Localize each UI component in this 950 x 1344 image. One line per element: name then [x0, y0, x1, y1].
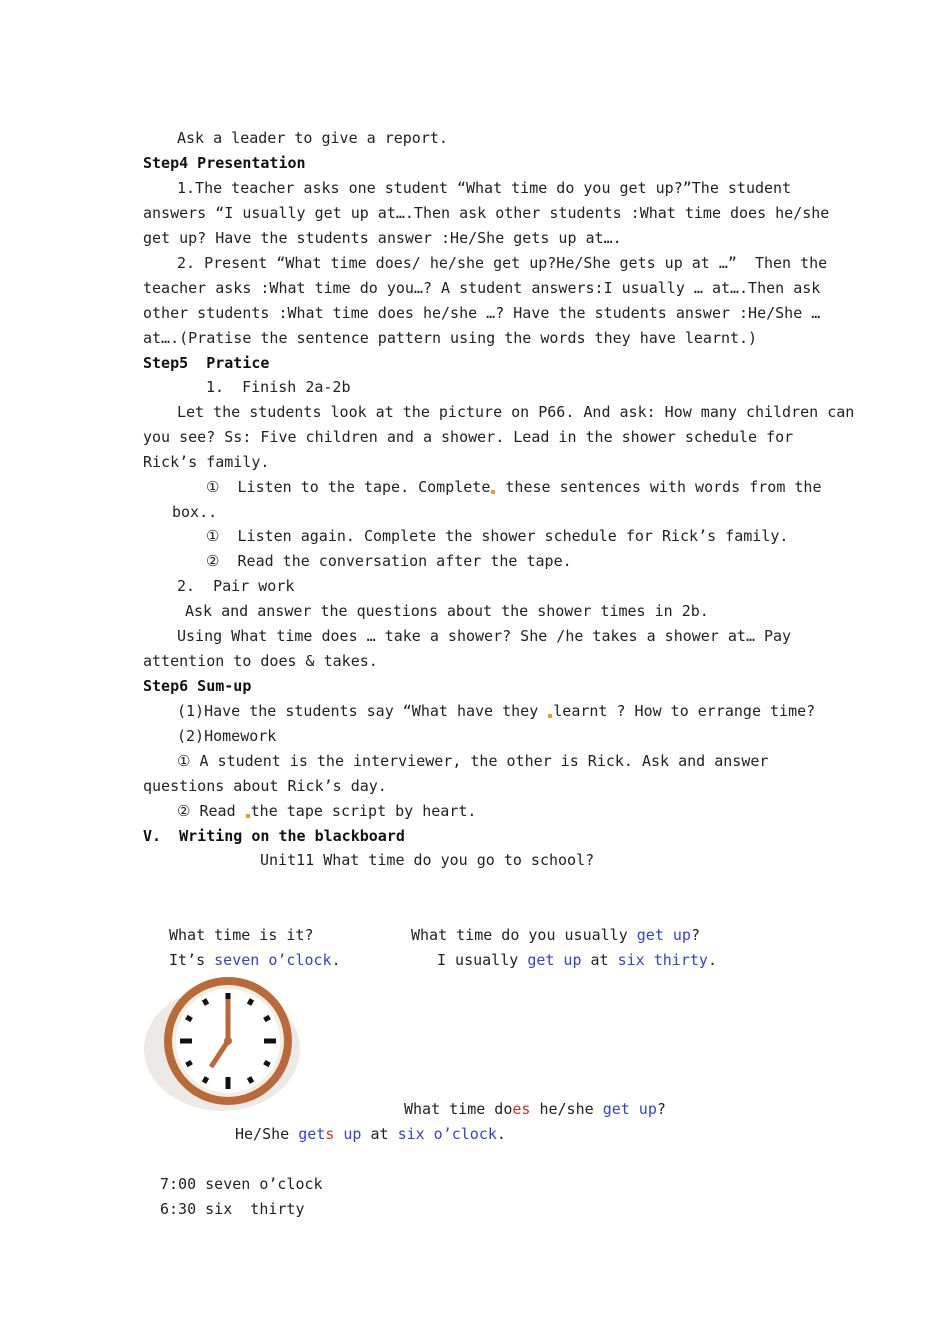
text-line: 1. Finish 2a-2b — [206, 378, 351, 396]
text-fragment: learnt ? How to errange time? — [553, 702, 816, 720]
text-fragment: . — [331, 951, 341, 969]
text-fragment: What time do you usually — [411, 926, 637, 944]
text-fragment: the tape script by heart. — [250, 802, 477, 820]
time-example: 7:00 seven o’clock — [160, 1175, 323, 1193]
text-line: (2)Homework — [177, 727, 277, 745]
text-line: ② Read the conversation after the tape. — [206, 552, 572, 570]
text-line — [177, 801, 476, 821]
section-v-heading: V. Writing on the blackboard — [143, 827, 405, 845]
highlighted-suffix: s — [325, 1125, 335, 1143]
highlighted-phrase: get up — [636, 926, 691, 944]
board-question-1: What time is it? — [169, 926, 314, 944]
text-fragment: at — [361, 1125, 398, 1143]
text-fragment: I usually — [437, 951, 528, 969]
time-example: 6:30 six thirty — [160, 1200, 305, 1218]
text-fragment: He/She — [235, 1125, 299, 1143]
text-line: ① A student is the interviewer, the other is Rick. Ask and answer — [177, 752, 769, 770]
text-line: Ask a leader to give a report. — [177, 129, 448, 147]
text-fragment: he/she — [530, 1100, 603, 1118]
text-line — [177, 701, 815, 721]
text-line: other students :What time does he/she …? Have the students answer :He/She … — [143, 304, 821, 322]
text-line: Rick’s family. — [143, 453, 270, 471]
text-line: Using What time does … take a shower? She /he takes a shower at… Pay — [177, 627, 792, 645]
board-question-3 — [404, 1099, 666, 1119]
board-answer-1 — [169, 950, 341, 970]
highlighted-phrase: seven o’clock — [214, 951, 332, 969]
highlighted-phrase: get — [298, 1125, 326, 1143]
text-fragment: . — [707, 951, 717, 969]
step5-heading: Step5 Pratice — [143, 354, 270, 372]
text-fragment: It’s — [169, 951, 215, 969]
text-fragment: . — [496, 1125, 506, 1143]
text-line: 1.The teacher asks one student “What time do you get up?”The student — [177, 179, 792, 197]
text-line: 2. Present “What time does/ he/she get up?He/She gets up at …” Then the — [177, 254, 828, 272]
text-line: teacher asks :What time do you…? A student answers:I usually … at….Then ask — [143, 279, 821, 297]
text-line: ① Listen again. Complete the shower schedule for Rick’s family. — [206, 527, 789, 545]
highlight-mark — [246, 814, 250, 818]
board-answer-2 — [437, 950, 717, 970]
step6-heading: Step6 Sum-up — [143, 677, 252, 695]
text-line: you see? Ss: Five children and a shower. Lead in the shower schedule for — [143, 428, 794, 446]
highlight-mark — [548, 714, 552, 718]
text-fragment: (1)Have the students say “What have they — [177, 702, 548, 720]
text-line: 2. Pair work — [177, 577, 295, 595]
text-fragment: ? — [690, 926, 700, 944]
board-question-2 — [411, 925, 700, 945]
text-fragment: at — [581, 951, 618, 969]
highlight-mark — [491, 490, 495, 494]
text-line: Let the students look at the picture on P66. And ask: How many children can — [177, 403, 855, 421]
text-line: at….(Pratise the sentence pattern using the words they have learnt.) — [143, 329, 758, 347]
text-fragment: these sentences with words from the — [496, 478, 822, 496]
step4-heading: Step4 Presentation — [143, 154, 306, 172]
unit-title: Unit11 What time do you go to school? — [260, 851, 595, 869]
text-line: get up? Have the students answer :He/She gets up at…. — [143, 229, 622, 247]
highlighted-phrase: up — [343, 1125, 362, 1143]
highlighted-phrase: get up — [527, 951, 582, 969]
text-line — [206, 477, 821, 497]
highlighted-suffix: es — [512, 1100, 531, 1118]
text-fragment: What time do — [404, 1100, 513, 1118]
text-line: Ask and answer the questions about the shower times in 2b. — [185, 602, 709, 620]
text-line: questions about Rick’s day. — [143, 777, 387, 795]
text-fragment: ? — [656, 1100, 666, 1118]
text-line: answers “I usually get up at….Then ask other students :What time does he/she — [143, 204, 830, 222]
text-line: box.. — [172, 503, 218, 521]
highlighted-phrase: six thirty — [617, 951, 708, 969]
highlighted-phrase: six o’clock — [397, 1125, 497, 1143]
text-fragment: ① Listen to the tape. Complete — [206, 478, 491, 496]
text-line: attention to does & takes. — [143, 652, 378, 670]
board-answer-3 — [235, 1124, 506, 1144]
highlighted-phrase: get up — [602, 1100, 657, 1118]
text-fragment: ② Read — [177, 802, 245, 820]
clock-icon — [140, 975, 320, 1115]
